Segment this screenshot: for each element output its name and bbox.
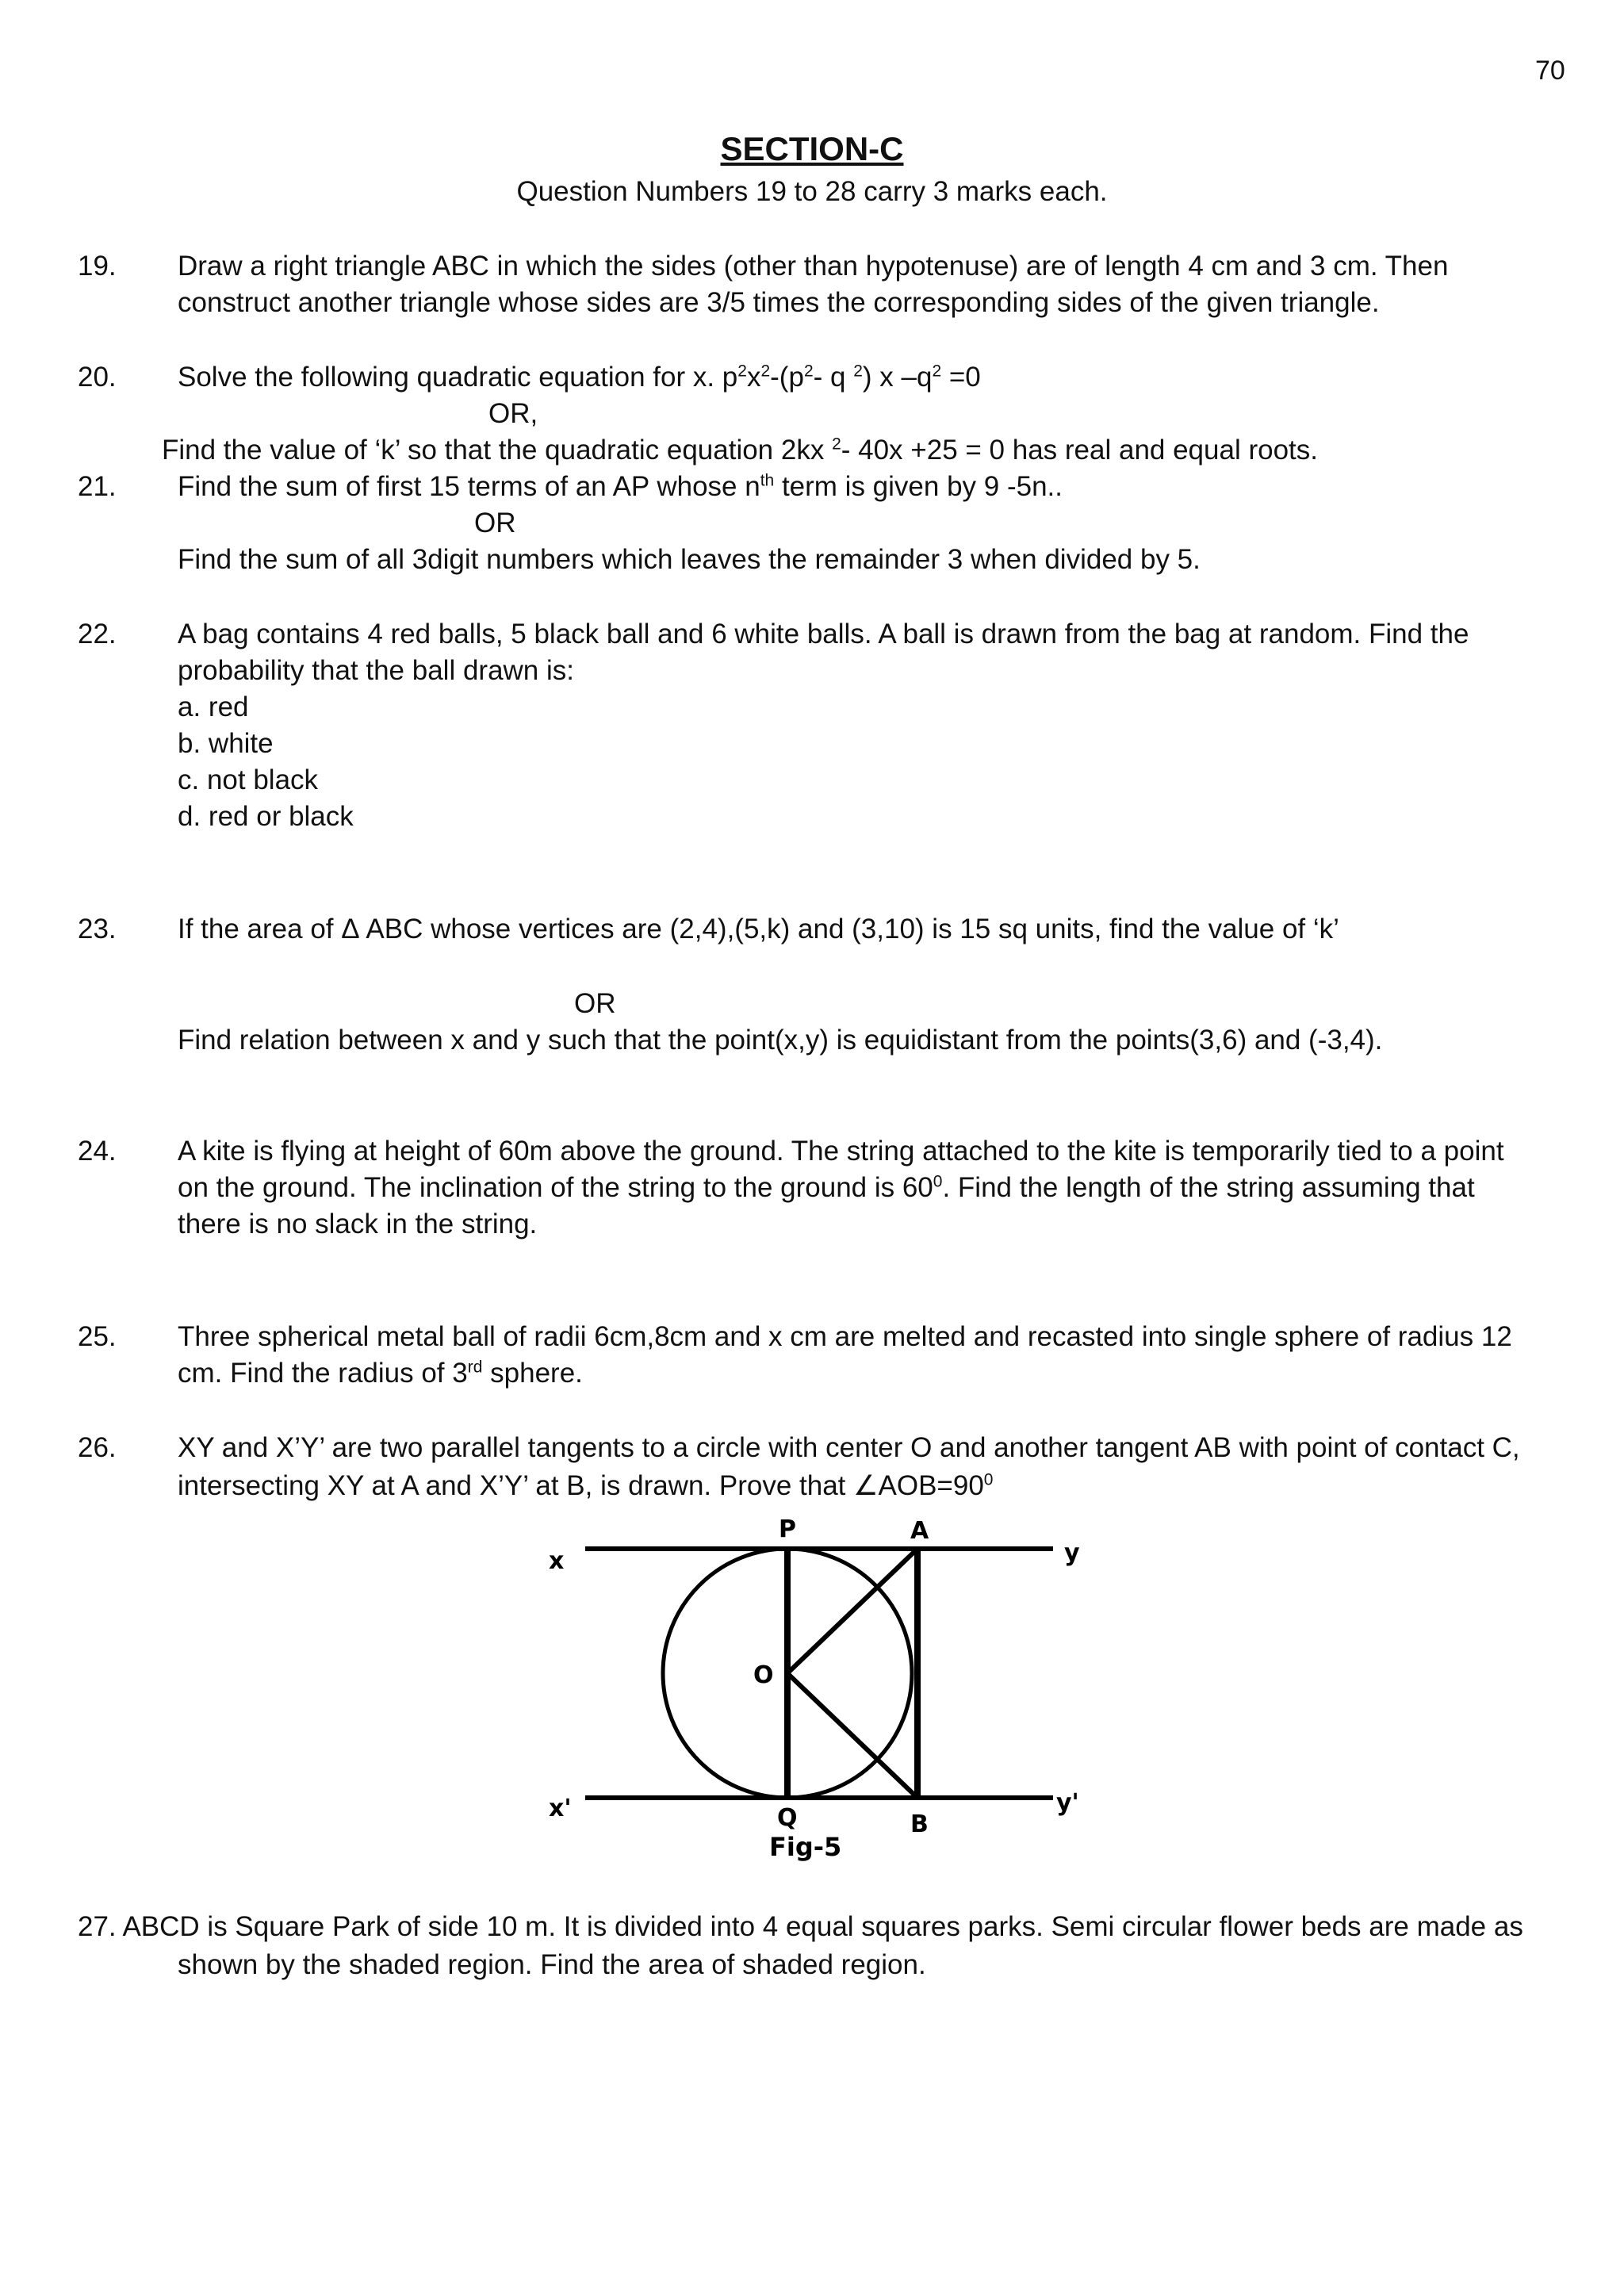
label-p: P [779,1515,796,1543]
page-number: 70 [1535,56,1565,86]
question-text: Draw a right triangle ABC in which the sides (other than hypotenuse) are of length 4 cm and 3 cm. Then [178,251,1449,282]
option-item: b. white [178,728,274,759]
question-number: 24. [78,1136,117,1167]
tangent-circle-figure [523,1507,1102,1872]
question-number: 26. [78,1432,117,1463]
question-text: construct another triangle whose sides are 3/5 times the corresponding sides of the given triangle. [178,287,1380,318]
or-separator: OR [574,988,616,1019]
label-x: x [549,1547,565,1575]
label-a: A [910,1517,929,1545]
label-q: Q [777,1804,798,1832]
question-text: there is no slack in the string. [178,1209,538,1239]
question-number: 22. [78,619,117,649]
label-y-prime: y' [1056,1789,1079,1817]
question-number: 21. [78,471,117,502]
question-number: 23. [78,914,117,944]
question-text: If the area of Δ ABC whose vertices are (2,4),(5,k) and (3,10) is 15 sq units, find the value of ‘k’ [178,914,1339,944]
question-text: cm. Find the radius of 3rd sphere. [178,1358,583,1389]
section-title: SECTION-C [720,130,904,167]
label-y: y [1064,1539,1080,1567]
question-number: 20. [78,362,117,393]
figure-caption: Fig-5 [769,1832,842,1862]
section-subtitle: Question Numbers 19 to 28 carry 3 marks each. [516,176,1108,207]
label-o: O [753,1661,774,1689]
question-number: 19. [78,251,117,282]
option-item: c. not black [178,764,319,795]
or-separator: OR, [488,398,538,429]
question-text: Three spherical metal ball of radii 6cm,8cm and x cm are melted and recasted into single sphere of radius 12 [178,1321,1512,1352]
option-item: d. red or black [178,801,354,832]
question-text: Find the sum of all 3digit numbers which leaves the remainder 3 when divided by 5. [178,544,1201,575]
option-item: a. red [178,692,249,722]
question-text: Find the value of ‘k’ so that the quadratic equation 2kx $^2$- 40x +25 = 0 has real and equal roots. [162,435,1318,466]
question-text: A kite is flying at height of 60m above the ground. The string attached to the kite is temporarily tied to a point [178,1136,1504,1167]
question-text: Find relation between x and y such that the point(x,y) is equidistant from the points(3,6) and (-3,4). [178,1025,1383,1056]
question-text: intersecting XY at A and X’Y’ at B, is drawn. Prove that $\angle AOB=90^0$ [178,1470,994,1501]
question-number: 25. [78,1321,117,1352]
label-b: B [910,1810,929,1838]
question-text: A bag contains 4 red balls, 5 black ball and 6 white balls. A ball is drawn from the bag at random. Find the [178,619,1469,649]
question-text: probability that the ball drawn is: [178,655,574,686]
question-equation: Solve the following quadratic equation for x. $p^2x^2-(p^2-$ q $^2$) x $-q^2 =0$ [178,362,981,393]
question-text: on the ground. The inclination of the string to the ground is $60^0$. Find the length of the string assuming that [178,1172,1475,1203]
or-separator: OR [474,508,516,538]
question-text: 27. ABCD is Square Park of side 10 m. It is divided into 4 equal squares parks. Semi circular flower beds are made as [78,1911,1523,1942]
question-text: Find the sum of first 15 terms of an AP whose $n^{th}$ term is given by 9 -5n.. [178,471,1063,502]
question-text: XY and X’Y’ are two parallel tangents to a circle with center O and another tangent AB with point of contact C, [178,1432,1520,1463]
question-text: shown by the shaded region. Find the area of shaded region. [178,1949,926,1980]
label-x-prime: x' [549,1795,572,1822]
